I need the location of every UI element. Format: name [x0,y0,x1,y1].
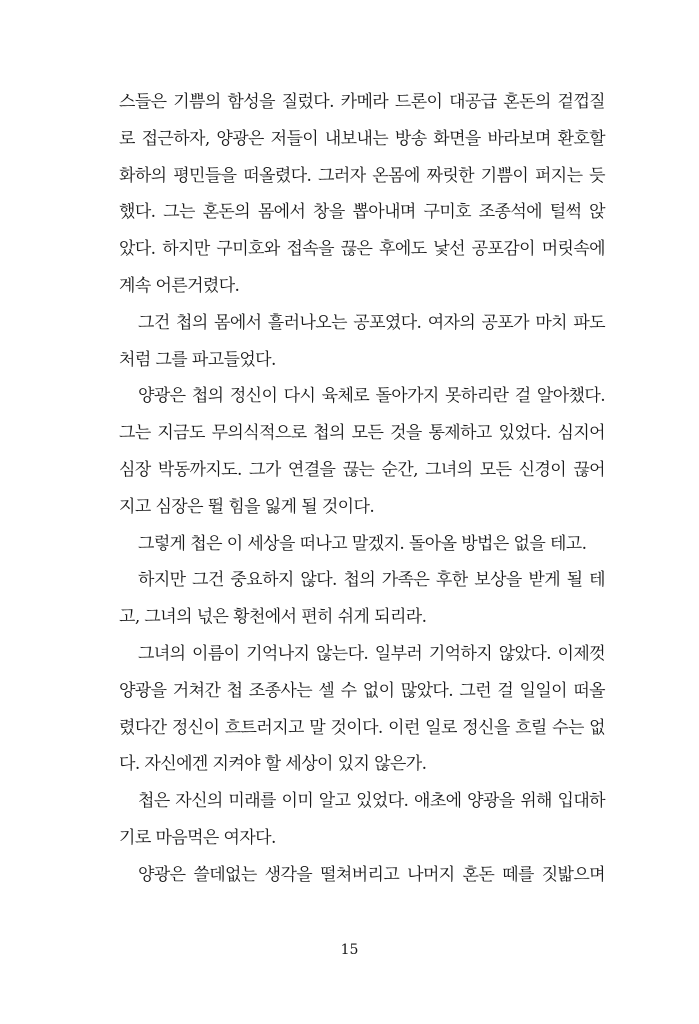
text-line: 다. 자신에겐 지켜야 할 세상이 있지 않은가. [119,754,427,775]
text-line: 계속 어른거렸다. [119,275,240,296]
text-line: 기로 마음먹은 여자다. [119,827,276,848]
text-line: 양광은 첩의 정신이 다시 육체로 돌아가지 못하리란 걸 알아챘다. [138,386,605,407]
text-line: 로 접근하자, 양광은 저들이 내보내는 방송 화면을 바라보며 환호할 [119,128,605,149]
page-number: 15 [340,942,359,958]
text-line: 처럼 그를 파고들었다. [119,349,276,370]
text-line: 렸다간 정신이 흐트러지고 말 것이다. 이런 일로 정신을 흐릴 수는 없 [119,717,605,738]
text-line: 그녀의 이름이 기억나지 않는다. 일부러 기억하지 않았다. 이제껏 [138,643,605,664]
body-text [119,84,605,894]
text-line: 했다. 그는 혼돈의 몸에서 창을 뽑아내며 구미호 조종석에 털썩 앉 [119,202,605,223]
text-line: 하지만 그건 중요하지 않다. 첩의 가족은 후한 보상을 받게 될 테 [138,570,605,591]
text-line: 그는 지금도 무의식적으로 첩의 모든 것을 통제하고 있었다. 심지어 [119,423,605,444]
text-line: 양광을 거쳐간 첩 조종사는 셀 수 없이 많았다. 그런 걸 일일이 떠올 [119,680,605,701]
text-line: 첩은 자신의 미래를 이미 알고 있었다. 애초에 양광을 위해 입대하 [138,791,605,812]
text-line: 스들은 기쁨의 함성을 질렀다. 카메라 드론이 대공급 혼돈의 겉껍질 [119,92,605,112]
text-line: 지고 심장은 뛸 힘을 잃게 될 것이다. [119,496,375,517]
text-line: 그건 첩의 몸에서 흘러나오는 공포였다. 여자의 공포가 마치 파도 [138,312,605,333]
text-line: 그렇게 첩은 이 세상을 떠나고 말겠지. 돌아올 방법은 없을 테고. [138,533,587,554]
text-line: 양광은 쓸데없는 생각을 떨쳐버리고 나머지 혼돈 떼를 짓밟으며 [138,864,605,885]
text-line: 심장 박동까지도. 그가 연결을 끊는 순간, 그녀의 모든 신경이 끊어 [119,459,605,480]
text-line: 았다. 하지만 구미호와 접속을 끊은 후에도 낯선 공포감이 머릿속에 [119,239,605,260]
text-line: 화하의 평민들을 떠올렸다. 그러자 온몸에 짜릿한 기쁨이 퍼지는 듯 [119,165,605,186]
text-line: 고, 그녀의 넋은 황천에서 편히 쉬게 되리라. [119,607,427,628]
